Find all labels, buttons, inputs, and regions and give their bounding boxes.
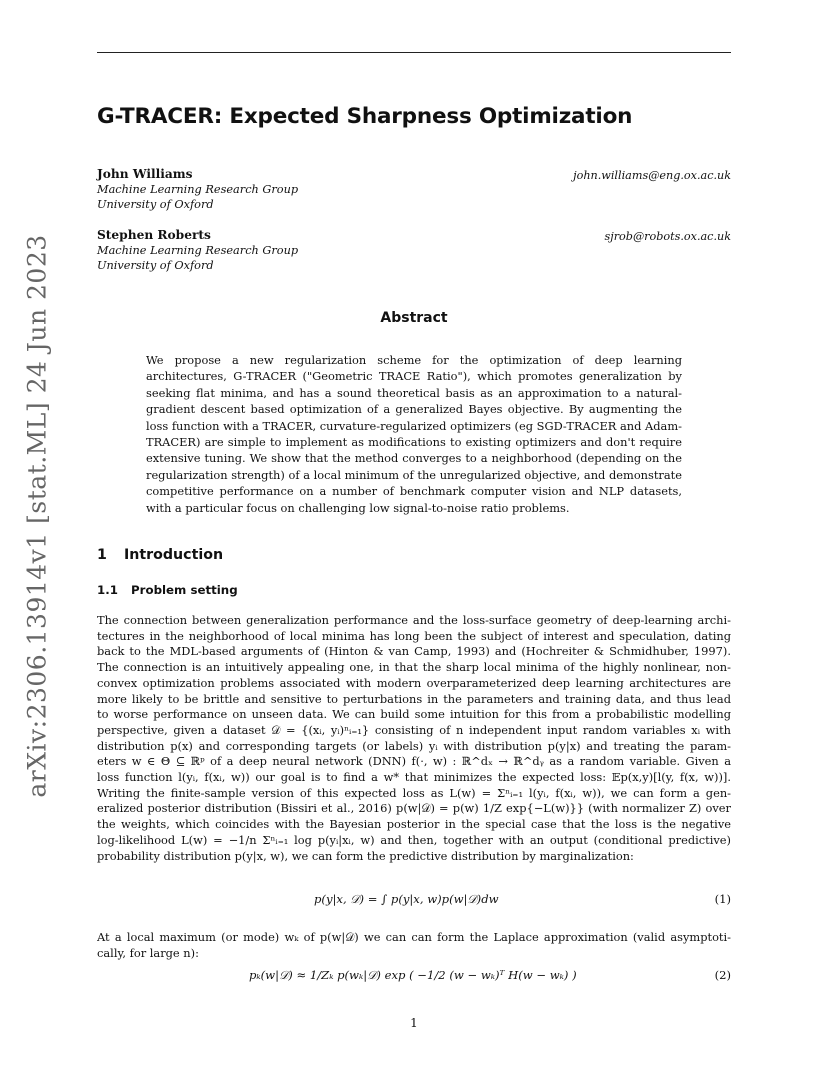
section-title: Introduction (124, 547, 224, 563)
body-paragraph (97, 930, 731, 961)
body-line: back to the MDL-based arguments of (Hinton & van Camp, 1993) and (Hochreiter & Schmidhuber, 1997). (97, 644, 731, 659)
author-email[interactable]: sjrob@robots.ox.ac.uk (604, 230, 731, 243)
body-line: eters w ∈ Θ ⊆ ℝᵖ of a deep neural network (DNN) f(·, w) : ℝ^dₓ → ℝ^dᵧ as a random variable. Given a (97, 754, 731, 769)
arxiv-sidebar (22, 234, 52, 798)
body-line: to worse performance on unseen data. We can build some intuition for this from a probabilistic modelling (97, 707, 731, 722)
arxiv-id: arXiv:2306.13914v1 [stat.ML] 24 Jun 2023 (22, 234, 52, 798)
equation-1-number: (1) (714, 892, 731, 906)
author-affiliation: University of Oxford (97, 259, 214, 272)
body-paragraph (97, 613, 731, 864)
equation-1-expression: p(y|x, 𝒟) = ∫ p(y|x, w)p(w|𝒟)dw (314, 892, 499, 906)
body-line: tectures in the neighborhood of local minima has long been the subject of interest and speculation, dating (97, 628, 731, 643)
body-line: At a local maximum (or mode) wₖ of p(w|𝒟) we can can form the Laplace approximation (valid asymptoti- (97, 930, 731, 944)
section-number: 1 (97, 547, 107, 563)
body-line: eralized posterior distribution (Bissiri et al., 2016) p(w|𝒟) = p(w) 1/Z exp{−L(w)}} (with normalizer Z) over (97, 801, 731, 816)
paper-title: G-TRACER: Expected Sharpness Optimization (97, 104, 633, 129)
subsection-number: 1.1 (97, 583, 118, 597)
equation-1 (97, 892, 731, 912)
body-line: probability distribution p(y|x, w), we can form the predictive distribution by marginalization: (97, 848, 634, 863)
author-name: John Williams (97, 167, 193, 181)
author-affiliation: Machine Learning Research Group (97, 183, 299, 196)
body-line: the weights, which coincides with the Bayesian posterior in the special case that the loss is the negative (97, 817, 731, 832)
abstract-heading: Abstract (380, 310, 448, 326)
body-line: The connection is an intuitively appealing one, in that the sharp local minima of the highly nonlinear, non- (97, 660, 731, 675)
equation-2-number: (2) (714, 968, 731, 982)
body-line: The connection between generalization performance and the loss-surface geometry of deep-learning archi- (97, 613, 731, 627)
body-line: convex optimization problems associated with modern overparameterized deep learning architectures are (97, 675, 731, 690)
subsection-heading (97, 583, 238, 597)
equation-2-expression: pₖ(w|𝒟) ≈ 1/Zₖ p(wₖ|𝒟) exp ( −1/2 (w − wₖ)ᵀ H(w − wₖ) ) (249, 968, 577, 982)
body-line: more likely to be brittle and sensitive to perturbations in the parameters and training data, and thus lead (97, 691, 731, 706)
section-heading (97, 547, 223, 563)
body-line: log-likelihood L(w) = −1/n Σⁿᵢ₌₁ log p(yᵢ|xᵢ, w) and then, together with an output (conditional predictive) (97, 832, 731, 847)
author-email[interactable]: john.williams@eng.ox.ac.uk (573, 169, 731, 182)
body-line: perspective, given a dataset 𝒟 = {(xᵢ, yᵢ)ⁿᵢ₌₁} consisting of n independent input random variables xᵢ with (97, 722, 731, 737)
header-rule (97, 52, 731, 53)
body-line: distribution p(x) and corresponding targets (or labels) yᵢ with distribution p(y|x) and treating the param- (97, 738, 731, 753)
page-number: 1 (410, 1016, 418, 1030)
body-line: cally, for large n): (97, 945, 199, 960)
equation-2 (97, 968, 731, 990)
body-line: loss function l(yᵢ, f(xᵢ, w)) our goal is to find a w* that minimizes the expected loss: 𝔼p(x,y)[l(y, f(x, w))]. (97, 770, 731, 785)
subsection-title: Problem setting (131, 583, 238, 597)
author-affiliation: Machine Learning Research Group (97, 244, 299, 257)
author-name: Stephen Roberts (97, 228, 211, 242)
abstract-text: We propose a new regularization scheme for the optimization of deep learning architectures, G-TRACER ("Geometric TRACE Ratio"), which promotes generalization by seeking flat minima, and has a sound theoretical basis as an approximation to a natural-gradient descent based optimization of a generalized Bayes objective. By augmenting the loss function with a TRACER, curvature-regularized optimizers (eg SGD-TRACER and Adam-TRACER) are simple to implement as modifications to existing optimizers and don't require extensive tuning. We show that the method converges to a neighborhood (depending on the regularization strength) of a local minimum of the unregularized objective, and demonstrate competitive performance on a number of benchmark computer vision and NLP datasets, with a particular focus on challenging low signal-to-noise ratio problems. (146, 353, 682, 515)
body-line: Writing the finite-sample version of this expected loss as L(w) = Σⁿᵢ₌₁ l(yᵢ, f(xᵢ, w)), we can form a gen- (97, 785, 731, 800)
author-affiliation: University of Oxford (97, 198, 214, 211)
